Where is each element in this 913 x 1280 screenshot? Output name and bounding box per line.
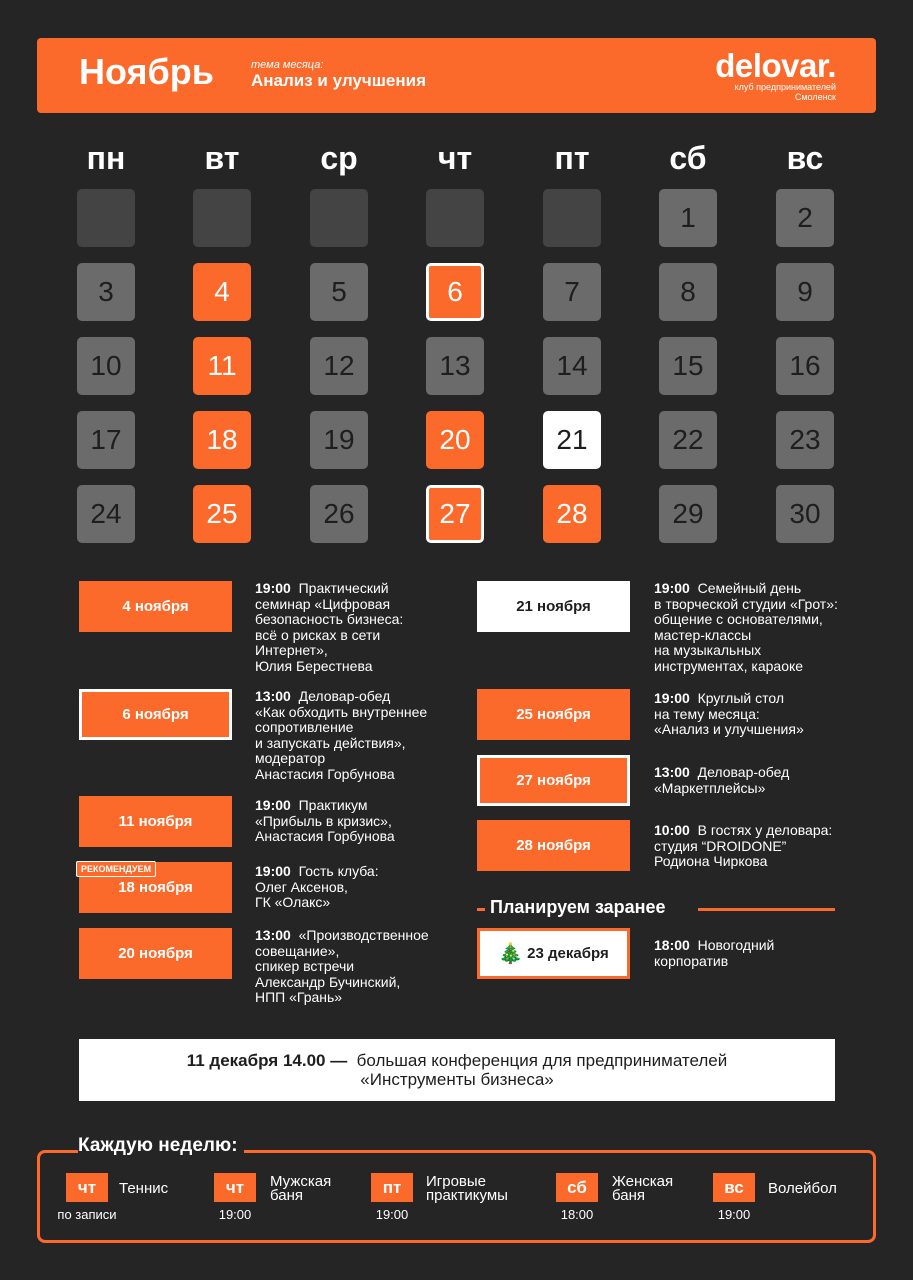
weekly-time: 19:00 xyxy=(218,1207,252,1222)
day-cell-21[interactable]: 21 xyxy=(543,411,601,469)
day-cell-8[interactable]: 8 xyxy=(659,263,717,321)
weekday-label: сб xyxy=(669,140,707,176)
event-line: инструментах, караоке xyxy=(654,657,804,674)
empty-day-cell xyxy=(310,189,368,247)
event-line: НПП «Грань» xyxy=(255,989,343,1005)
day-cell-10[interactable]: 10 xyxy=(77,337,135,395)
day-cell-3[interactable]: 3 xyxy=(77,263,135,321)
event-line: «Прибыль в кризис», xyxy=(255,812,392,829)
weekly-activity-name xyxy=(768,1182,837,1196)
day-cell-11[interactable]: 11 xyxy=(193,337,251,395)
day-cell-18[interactable]: 18 xyxy=(193,411,251,469)
day-cell-25[interactable]: 25 xyxy=(193,485,251,543)
day-cell-26[interactable]: 26 xyxy=(310,485,368,543)
plan-date: 23 декабря xyxy=(527,945,609,962)
weekly-activity-line: Волейбол xyxy=(768,1180,837,1197)
day-cell-15[interactable]: 15 xyxy=(659,337,717,395)
day-cell-19[interactable]: 19 xyxy=(310,411,368,469)
day-cell-7[interactable]: 7 xyxy=(543,263,601,321)
weekly-activity-line: Игровые xyxy=(426,1173,487,1190)
logo xyxy=(715,49,836,102)
weekly-activity-line: Теннис xyxy=(119,1180,169,1197)
weekly-activity-name xyxy=(612,1175,673,1203)
day-cell-16[interactable]: 16 xyxy=(776,337,834,395)
event-time: 19:00 xyxy=(654,690,690,706)
event-line: совещание», xyxy=(255,942,340,959)
event-line: Гость клуба: xyxy=(298,863,379,879)
event-line: ГК «Олакс» xyxy=(255,894,331,910)
event-description xyxy=(255,928,429,1006)
event-time: 19:00 xyxy=(654,580,690,596)
weekday-label: пн xyxy=(86,140,126,176)
day-cell-23[interactable]: 23 xyxy=(776,411,834,469)
weekly-title: Каждую неделю: xyxy=(78,1135,244,1157)
weekday-label: пт xyxy=(554,140,590,176)
weekly-activity-name xyxy=(426,1175,508,1203)
event-line: Круглый стол xyxy=(697,690,785,706)
day-cell-14[interactable]: 14 xyxy=(543,337,601,395)
event-line: Анастасия Горбунова xyxy=(255,828,395,844)
empty-day-cell xyxy=(77,189,135,247)
event-time: 13:00 xyxy=(255,927,291,943)
event-line: «Анализ и улучшения» xyxy=(654,721,804,737)
day-cell-2[interactable]: 2 xyxy=(776,189,834,247)
weekly-day-badge: пт xyxy=(371,1173,413,1202)
weekday-label: ср xyxy=(320,140,358,176)
plan-time: 18:00 xyxy=(654,937,690,953)
day-cell-1[interactable]: 1 xyxy=(659,189,717,247)
event-line: Родиона Чиркова xyxy=(654,853,768,869)
day-cell-6[interactable]: 6 xyxy=(426,263,484,321)
event-line: Деловар-обед xyxy=(298,688,391,704)
event-line: Интернет», xyxy=(255,642,328,658)
empty-day-cell xyxy=(426,189,484,247)
logo-subtitle: клуб предпринимателей xyxy=(734,82,836,92)
christmas-tree-icon: 🎄 xyxy=(498,943,524,965)
event-time: 19:00 xyxy=(255,580,291,596)
weekly-activity-line: Женская xyxy=(612,1173,674,1190)
event-line: на музыкальных xyxy=(654,642,762,658)
event-line: «Маркетплейсы» xyxy=(654,779,766,796)
weekly-activity-name xyxy=(270,1175,331,1203)
event-date-label[interactable]: 21 ноября xyxy=(477,581,630,632)
event-description xyxy=(255,689,427,782)
weekly-time: по записи xyxy=(57,1207,117,1222)
event-description xyxy=(255,864,379,911)
day-cell-13[interactable]: 13 xyxy=(426,337,484,395)
weekly-activity-line: баня xyxy=(270,1187,303,1204)
event-line: спикер встречи xyxy=(255,958,355,974)
conference-title: «Инструменты бизнеса» xyxy=(360,1070,554,1089)
plan-line: Новогодний xyxy=(697,937,775,953)
event-line: Александр Бучинский, xyxy=(255,973,401,990)
weekly-day-badge: сб xyxy=(556,1173,598,1202)
weekly-time: 19:00 xyxy=(717,1207,751,1222)
event-line: и запускать действия», xyxy=(255,734,406,751)
conference-line: большая конференция для предпринимателей xyxy=(356,1051,728,1070)
event-line: Анастасия Горбунова xyxy=(255,765,395,782)
weekly-time: 19:00 xyxy=(375,1207,409,1222)
event-line: всё о рисках в сети xyxy=(255,626,381,643)
event-time: 13:00 xyxy=(255,688,291,704)
event-time: 10:00 xyxy=(654,822,690,838)
empty-day-cell xyxy=(543,189,601,247)
event-date-label[interactable]: 27 ноября xyxy=(477,755,630,806)
weekday-label: вс xyxy=(786,140,824,176)
event-description xyxy=(654,823,832,870)
empty-day-cell xyxy=(193,189,251,247)
day-cell-29[interactable]: 29 xyxy=(659,485,717,543)
recommend-badge: РЕКОМЕНДУЕМ xyxy=(76,861,156,877)
day-cell-9[interactable]: 9 xyxy=(776,263,834,321)
day-cell-20[interactable]: 20 xyxy=(426,411,484,469)
event-line: в творческой студии «Грот»: xyxy=(654,595,838,612)
event-date-label[interactable]: 6 ноября xyxy=(79,689,232,740)
weekday-label: вт xyxy=(204,140,240,176)
event-date-label[interactable]: 28 ноября xyxy=(477,820,630,871)
event-line: Практический xyxy=(298,580,389,596)
event-description xyxy=(654,581,838,674)
event-line: на тему месяца: xyxy=(654,705,760,722)
day-cell-4[interactable]: 4 xyxy=(193,263,251,321)
event-line: сопротивление xyxy=(255,719,354,735)
weekly-day-badge: чт xyxy=(214,1173,256,1202)
event-line: общение с основателями, xyxy=(654,611,823,627)
month-title: Ноябрь xyxy=(79,51,214,92)
weekly-time: 18:00 xyxy=(560,1207,594,1222)
event-date-label[interactable]: 4 ноября xyxy=(79,581,232,632)
day-cell-12[interactable]: 12 xyxy=(310,337,368,395)
event-line: «Как обходить внутреннее xyxy=(255,703,428,720)
weekly-activity-name xyxy=(119,1182,168,1196)
event-line: семинар «Цифровая xyxy=(255,595,391,612)
event-date-label[interactable]: 20 ноября xyxy=(79,928,232,979)
plan-title: Планируем заранее xyxy=(490,897,666,917)
theme-caption: тема месяца: xyxy=(251,59,324,71)
day-cell-24[interactable]: 24 xyxy=(77,485,135,543)
event-line: В гостях у деловара: xyxy=(697,822,833,838)
plan-divider-right xyxy=(698,908,835,911)
conference-date: 11 декабря 14.00 — xyxy=(186,1051,348,1070)
event-date-label[interactable]: 18 ноября xyxy=(79,862,232,913)
day-cell-5[interactable]: 5 xyxy=(310,263,368,321)
event-line: мастер-классы xyxy=(654,626,752,643)
weekly-day-badge: чт xyxy=(66,1173,108,1202)
plan-divider-left xyxy=(477,908,485,911)
header-banner xyxy=(37,38,876,113)
plan-description xyxy=(654,938,774,969)
event-line: студия “DROIDONE” xyxy=(654,837,787,854)
event-description xyxy=(255,581,403,674)
event-line: Олег Аксенов, xyxy=(255,878,348,895)
event-description xyxy=(255,798,395,845)
event-line: Деловар-обед xyxy=(697,764,790,780)
plan-date-label[interactable] xyxy=(477,928,630,979)
weekly-day-badge: вс xyxy=(713,1173,755,1202)
day-cell-22[interactable]: 22 xyxy=(659,411,717,469)
event-line: модератор xyxy=(255,750,326,766)
weekday-label: чт xyxy=(437,140,473,176)
weekly-activity-line: Мужская xyxy=(270,1173,332,1190)
theme-value: Анализ и улучшения xyxy=(251,71,426,90)
event-description xyxy=(654,765,789,796)
weekly-activity-line: баня xyxy=(612,1187,645,1204)
event-line: Юлия Берестнева xyxy=(255,657,373,674)
day-cell-30[interactable]: 30 xyxy=(776,485,834,543)
logo-city: Смоленск xyxy=(794,92,836,102)
event-time: 19:00 xyxy=(255,797,291,813)
day-cell-17[interactable]: 17 xyxy=(77,411,135,469)
event-date-label[interactable]: 25 ноября xyxy=(477,689,630,740)
event-date-label[interactable]: 11 ноября xyxy=(79,796,232,847)
event-time: 19:00 xyxy=(255,863,291,879)
weekly-activity-line: практикумы xyxy=(426,1187,508,1204)
plan-line: корпоратив xyxy=(654,952,729,969)
logo-name: delovar. xyxy=(715,47,836,84)
event-line: Практикум xyxy=(298,797,368,813)
day-cell-27[interactable]: 27 xyxy=(426,485,484,543)
event-line: Семейный день xyxy=(697,580,802,596)
day-cell-28[interactable]: 28 xyxy=(543,485,601,543)
event-description xyxy=(654,691,804,738)
event-line: безопасность бизнеса: xyxy=(255,611,404,627)
event-line: «Производственное xyxy=(298,927,429,943)
event-time: 13:00 xyxy=(654,764,690,780)
conference-banner[interactable] xyxy=(79,1039,835,1101)
